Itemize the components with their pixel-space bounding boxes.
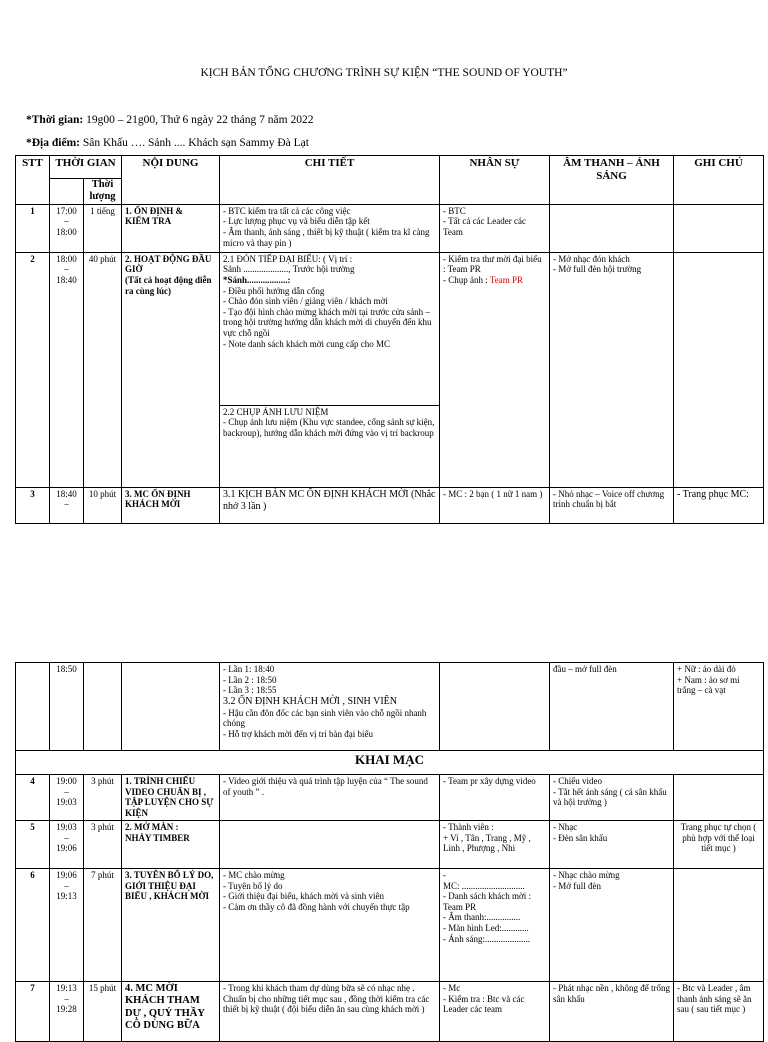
header-av: ÂM THANH – ÁNH SÁNG xyxy=(550,156,674,205)
staff-line: - Danh sách khách mời : Team PR xyxy=(443,891,531,912)
row-stt: 6 xyxy=(16,869,50,982)
row-content: 1. TRÌNH CHIẾU VIDEO CHUẨN BỊ , TẬP LUYỆN CHO SỰ KIỆN xyxy=(122,775,220,821)
header-note: GHI CHÚ xyxy=(674,156,764,205)
row-stt: 7 xyxy=(16,982,50,1042)
time-line: 19:28 xyxy=(56,1004,77,1015)
schedule-table-page1 xyxy=(15,155,764,524)
section-row xyxy=(16,751,764,775)
staff-line: MC: ............................ xyxy=(443,880,525,891)
row-duration: 10 phút xyxy=(84,487,122,523)
time-line: 19:03 xyxy=(56,797,77,808)
detail-line: - Lần 1: 18:40 xyxy=(223,664,275,674)
place-label: *Địa điểm: xyxy=(26,137,80,149)
row-note xyxy=(674,869,764,982)
row-stt: 5 xyxy=(16,821,50,869)
staff-line: - Tất cả các Leader các Team xyxy=(443,216,527,237)
time-line: – xyxy=(64,499,69,510)
time-line xyxy=(26,114,313,126)
row-av: đầu – mở full đèn xyxy=(550,663,674,751)
row-staff xyxy=(440,204,550,252)
place-value: Sân Khấu …. Sảnh .... Khách sạn Sammy Đà Lạt xyxy=(79,137,309,149)
row-duration: 15 phút xyxy=(84,982,122,1042)
row-note xyxy=(674,663,764,751)
row-av xyxy=(550,821,674,869)
row-detail: - Video giới thiệu và quá trình tập luyện của “ The sound of youth ” . xyxy=(220,775,440,821)
table-row xyxy=(16,204,764,252)
row-stt: 4 xyxy=(16,775,50,821)
time-line: 19:00 xyxy=(56,776,77,786)
row-note: - Btc và Leader , âm thanh ánh sáng sẽ ăn sau ( sau tiết mục ) xyxy=(674,982,764,1042)
section-khai-mac: KHAI MẠC xyxy=(16,751,764,775)
detail-line: - Lực lượng phục vụ và biểu diễn tập kết xyxy=(223,216,370,227)
row-duration: 40 phút xyxy=(84,252,122,487)
table-row xyxy=(16,821,764,869)
av-line: - Chiếu video xyxy=(553,776,602,786)
staff-line: - Mc xyxy=(443,983,461,993)
row-av xyxy=(550,775,674,821)
row-detail xyxy=(220,869,440,982)
row-staff xyxy=(440,982,550,1042)
table-row xyxy=(16,252,764,405)
schedule-table-page2 xyxy=(15,662,764,1042)
staff-line: - Ánh sáng:.................... xyxy=(443,933,530,944)
row-time xyxy=(50,982,84,1042)
row-duration xyxy=(84,663,122,751)
row-stt xyxy=(16,663,50,751)
row-time xyxy=(50,204,84,252)
av-line: - Đèn sân khấu xyxy=(553,832,608,843)
row-content: 4. MC MỜI KHÁCH THAM DỰ , QUÝ THẦY CÔ DÙNG BỮA xyxy=(122,982,220,1042)
content-line: KIỂM TRA xyxy=(125,216,172,227)
row-time xyxy=(50,775,84,821)
row-duration: 1 tiếng xyxy=(84,204,122,252)
time-line: 17:00 xyxy=(56,205,77,216)
row-detail: 3.1 KỊCH BẢN MC ỔN ĐỊNH KHÁCH MỜI (Nhắc nhở 3 lần ) xyxy=(220,487,440,523)
row-staff xyxy=(440,869,550,982)
row-detail xyxy=(220,252,440,405)
row-note: - Trang phục MC: xyxy=(674,487,764,523)
row-staff: - Team pr xây dựng video xyxy=(440,775,550,821)
content-line: (Tất cả hoạt động diễn ra cùng lúc) xyxy=(125,274,212,296)
staff-line: - Thành viên : xyxy=(443,822,494,832)
time-label: *Thời gian: xyxy=(26,114,84,126)
row-staff xyxy=(440,663,550,751)
time-line: 18:00 xyxy=(56,226,77,237)
row-time xyxy=(50,487,84,523)
note-line: + Nam : áo sơ mi trắng – cà vạt xyxy=(677,674,740,696)
row-av xyxy=(550,204,674,252)
content-line: 2. HOẠT ĐỘNG ĐẦU GIỜ xyxy=(125,253,212,275)
staff-line: - BTC xyxy=(443,205,466,216)
row-time xyxy=(50,821,84,869)
av-line: - Mở nhạc đón khách xyxy=(553,253,630,264)
time-line: – xyxy=(64,264,69,275)
staff-line xyxy=(443,275,546,286)
detail-line: - Hỗ trợ khách mời đến vị trí bàn đại biểu xyxy=(223,728,373,739)
row-content xyxy=(122,204,220,252)
time-value: 19g00 – 21g00, Thứ 6 ngày 22 tháng 7 năm 2022 xyxy=(83,114,314,126)
page-title: KỊCH BẢN TỔNG CHƯƠNG TRÌNH SỰ KIỆN “THE SOUND OF YOUTH” xyxy=(200,67,568,79)
row-av: - Phát nhạc nền , không để trống sân khấu xyxy=(550,982,674,1042)
staff-line: - Màn hình Led:............ xyxy=(443,923,529,934)
row-stt: 2 xyxy=(16,252,50,487)
row-av: - Nhỏ nhạc – Voice off chương trình chuẩn bị bắt xyxy=(550,487,674,523)
row-time: 18:50 xyxy=(50,663,84,751)
row-detail xyxy=(220,821,440,869)
staff-line: - Kiểm tra thư mời đại biểu : Team PR xyxy=(443,253,542,275)
detail-line: - Chụp ảnh lưu niệm (Khu vực standee, cổng sảnh sự kiện, backroup), hướng dẫn khách mời đứng vào vị trí backroup xyxy=(223,417,435,438)
av-line: - Mở full đèn xyxy=(553,880,602,891)
row-duration: 3 phút xyxy=(84,821,122,869)
header-time: THỜI GIAN xyxy=(50,156,122,179)
header-duration: Thời lượng xyxy=(84,179,122,205)
detail-line: - Tạo đội hình chào mừng khách mời tại trước cửa sảnh – trong hội trường hướng dẫn khách mời di chuyển đến khu vực chỗ ngồi xyxy=(223,306,432,339)
detail-line: - Tuyên bố lý do xyxy=(223,880,283,891)
row-content: 3. TUYÊN BỐ LÝ DO, GIỚI THIỆU ĐẠI BIỂU , KHÁCH MỜI xyxy=(122,869,220,982)
time-line: – xyxy=(64,880,69,891)
table-row xyxy=(16,487,764,523)
staff-line: - Kiểm tra : Btc và các Leader các team xyxy=(443,993,525,1015)
row-detail xyxy=(220,663,440,751)
time-line: – xyxy=(64,786,69,797)
time-line: 19:06 xyxy=(56,843,77,854)
row-av xyxy=(550,869,674,982)
header-staff: NHÂN SỰ xyxy=(440,156,550,205)
row-note xyxy=(674,775,764,821)
time-line: 19:06 xyxy=(56,870,77,880)
header-time-empty xyxy=(50,179,84,205)
staff-photo-team: Team PR xyxy=(489,274,523,285)
row-detail: - Trong khi khách tham dự dùng bữa sẽ có nhạc nhẹ . Chuẩn bị cho những tiết mục sau , đồng thời kiểm tra các thiết bị kỹ thuật ( đội biểu diễn ăn sau cùng khách mời ) xyxy=(220,982,440,1042)
row-duration: 7 phút xyxy=(84,869,122,982)
row-content xyxy=(122,663,220,751)
detail-line: 3.2 ỔN ĐỊNH KHÁCH MỜI , SINH VIÊN xyxy=(223,695,397,707)
content-line: 2. MỞ MÀN : xyxy=(125,822,179,832)
av-line: - Tắt hết ánh sáng ( cả sân khấu và hội trường ) xyxy=(553,786,667,808)
time-line: 19:03 xyxy=(56,822,77,832)
staff-line: + Vi , Tân , Trang , Mỹ , Linh , Phượng , Nhi xyxy=(443,832,531,854)
time-line: – xyxy=(64,832,69,843)
table-row xyxy=(16,982,764,1042)
time-line: 18:40 xyxy=(56,274,77,285)
detail-line: 2.2 CHỤP ẢNH LƯU NIỆM xyxy=(223,406,329,417)
time-line: 19:13 xyxy=(56,891,77,902)
detail-line: - Hậu cần đôn đốc các bạn sinh viên vào chỗ ngồi nhanh chóng xyxy=(223,707,427,729)
row-stt: 3 xyxy=(16,487,50,523)
header-stt: STT xyxy=(16,156,50,205)
time-line: – xyxy=(64,993,69,1004)
detail-line: - Giới thiệu đại biểu, khách mời và sinh viên xyxy=(223,891,384,902)
detail-line: 2.1 ĐÓN TIẾP ĐẠI BIỂU: ( Vị trí : xyxy=(223,253,353,264)
av-line: - Nhạc chào mừng xyxy=(553,870,620,880)
table-row xyxy=(16,663,764,751)
detail-line: - Điều phối hướng dẫn cổng xyxy=(223,285,325,296)
row-note xyxy=(674,204,764,252)
av-line: - Nhạc xyxy=(553,822,578,832)
time-line: 18:00 xyxy=(56,253,77,264)
row-staff xyxy=(440,821,550,869)
header-content: NỘI DUNG xyxy=(122,156,220,205)
row-content xyxy=(122,252,220,487)
note-line: + Nữ : áo dài đỏ xyxy=(677,664,736,674)
detail-line: - Âm thanh, ánh sáng , thiết bị kỹ thuật ( kiểm tra kĩ càng micro và thay pin ) xyxy=(223,226,430,248)
place-line xyxy=(26,137,309,149)
row-time xyxy=(50,252,84,487)
av-line: - Mở full đèn hội trường xyxy=(553,264,642,275)
staff-line: - Âm thanh:............... xyxy=(443,912,521,923)
detail-line: - Lần 2 : 18:50 xyxy=(223,674,277,685)
detail-line: - Note danh sách khách mời cung cấp cho MC xyxy=(223,338,390,349)
row-content xyxy=(122,821,220,869)
row-detail xyxy=(220,204,440,252)
row-stt: 1 xyxy=(16,204,50,252)
row-staff: - MC : 2 bạn ( 1 nữ 1 nam ) xyxy=(440,487,550,523)
row-av xyxy=(550,252,674,487)
staff-photo: - Chụp ảnh : xyxy=(443,274,490,285)
row-content: 3. MC ỔN ĐỊNH KHÁCH MỜI xyxy=(122,487,220,523)
row-time xyxy=(50,869,84,982)
detail-line: Sảnh ...................., Trước hội trường xyxy=(223,264,355,275)
detail-line: - BTC kiểm tra tất cả các công việc xyxy=(223,205,351,216)
detail-line: *Sảnh..................: xyxy=(223,274,291,285)
detail-line: - Cảm ơn thầy cô đã đồng hành với chuyến thực tập xyxy=(223,901,410,912)
row-staff xyxy=(440,252,550,487)
time-line: 19:13 xyxy=(56,983,77,993)
detail-line: - MC chào mừng xyxy=(223,870,285,880)
detail-line: - Lần 3 : 18:55 xyxy=(223,685,277,696)
content-line: 1. ỔN ĐỊNH & xyxy=(125,205,183,216)
content-line: NHẢY TIMBER xyxy=(125,832,190,843)
row-note: Trang phục tự chọn ( phù hợp với thể loại tiết mục ) xyxy=(674,821,764,869)
staff-line: - xyxy=(443,870,446,880)
header-detail: CHI TIẾT xyxy=(220,156,440,205)
table-row xyxy=(16,869,764,982)
row-detail-2 xyxy=(220,405,440,487)
detail-line: - Chào đón sinh viên / giảng viên / khách mời xyxy=(223,296,388,307)
time-line: – xyxy=(64,216,69,227)
row-note xyxy=(674,252,764,487)
table-row xyxy=(16,775,764,821)
time-line: 18:40 xyxy=(56,488,77,499)
row-duration: 3 phút xyxy=(84,775,122,821)
